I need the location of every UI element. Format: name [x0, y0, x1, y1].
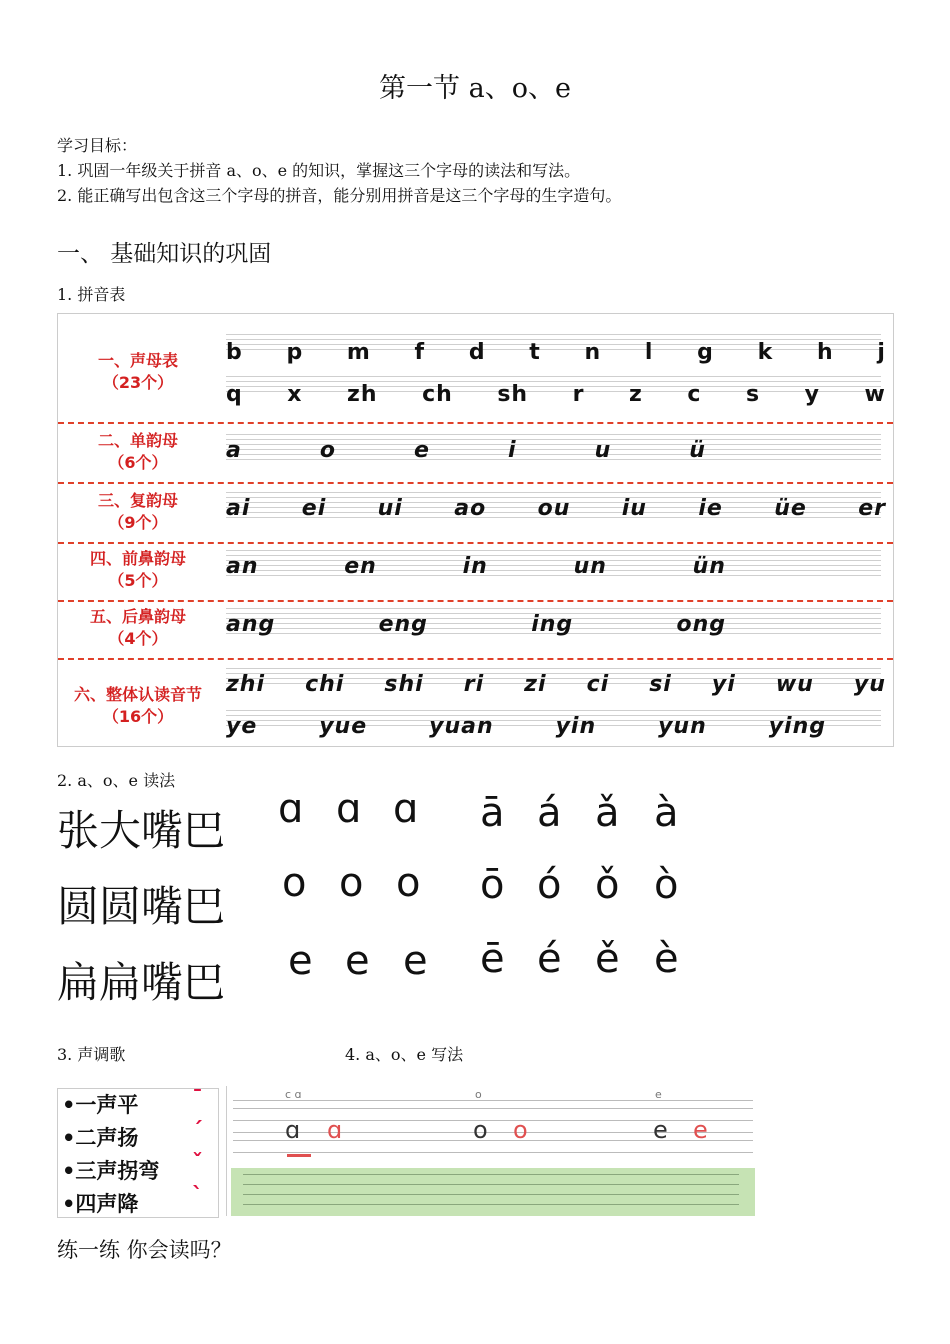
pinyin-cell: eng: [378, 612, 428, 637]
tone-a-3: ǎ: [595, 790, 620, 836]
tone-a-2: á: [537, 790, 562, 836]
pinyin-cell: u: [594, 438, 612, 463]
chart-label-count: （23个）: [102, 373, 174, 392]
subheading-reading: 2. a、o、e 读法: [57, 771, 176, 790]
chart-label-houbi: [58, 606, 218, 650]
danyunmu-row: [226, 438, 706, 463]
pinyin-cell: c: [687, 382, 702, 407]
pinyin-cell: er: [858, 496, 886, 521]
pinyin-cell: ün: [692, 554, 726, 579]
chart-label-zhengti: [58, 684, 218, 728]
tone-e-3: ě: [595, 936, 620, 982]
chart-label-danyunmu: [58, 430, 218, 474]
pinyin-cell: x: [287, 382, 303, 407]
pinyin-cell: ch: [422, 382, 453, 407]
pinyin-cell: un: [573, 554, 607, 579]
pinyin-cell: k: [757, 340, 774, 365]
pinyin-cell: i: [508, 438, 517, 463]
pinyin-cell: yin: [555, 714, 597, 739]
pinyin-cell: ong: [676, 612, 726, 637]
chart-label-shengmu: [58, 350, 218, 394]
pinyin-cell: yun: [658, 714, 707, 739]
chart-label-text: 四、前鼻韵母: [89, 549, 186, 568]
pinyin-cell: l: [644, 340, 654, 365]
tone-o-1: ō: [480, 862, 505, 908]
writing-small-1: c ɑ: [285, 1088, 302, 1101]
tone-song-row-1: •一声平: [62, 1093, 139, 1117]
pinyin-cell: yuan: [429, 714, 494, 739]
pinyin-cell: ao: [454, 496, 487, 521]
pinyin-cell: en: [344, 554, 377, 579]
pinyin-cell: shi: [384, 672, 424, 697]
writing-letter-e: e: [653, 1116, 668, 1144]
pinyin-cell: ri: [463, 672, 485, 697]
chart-label-fuyunmu: [58, 490, 218, 534]
tone-e-2: é: [537, 936, 562, 982]
pinyin-cell: ou: [537, 496, 571, 521]
reading-phrase-3: 扁扁嘴巴: [57, 958, 226, 1007]
chart-label-qianbi: [58, 548, 218, 592]
pinyin-cell: zi: [524, 672, 547, 697]
tone-o-4: ò: [654, 862, 679, 908]
writing-letter-a: ɑ: [285, 1116, 301, 1144]
pinyin-cell: zh: [347, 382, 378, 407]
tone-mark-2: ˊ: [192, 1119, 203, 1144]
subheading-writing: 4. a、o、e 写法: [345, 1045, 464, 1064]
pinyin-cell: sh: [497, 382, 529, 407]
pinyin-cell: ui: [377, 496, 403, 521]
pinyin-cell: ing: [531, 612, 574, 637]
zhengti-row-1: [226, 672, 886, 697]
chart-label-text: 六、整体认读音节: [73, 685, 202, 704]
pinyin-cell: an: [226, 554, 259, 579]
chart-label-text: 五、后鼻韵母: [89, 607, 186, 626]
tone-song-row-2: •二声扬: [62, 1126, 139, 1150]
pinyin-cell: yi: [711, 672, 736, 697]
vowel-o-1: o: [282, 860, 307, 906]
pinyin-cell: chi: [305, 672, 345, 697]
chart-label-text: 一、声母表: [97, 351, 178, 370]
pinyin-cell: ü: [689, 438, 706, 463]
pinyin-cell: n: [584, 340, 602, 365]
vowel-e-2: e: [345, 938, 370, 984]
reading-phrase-1: 张大嘴巴: [57, 806, 226, 855]
pinyin-cell: o: [319, 438, 337, 463]
pinyin-cell: ci: [586, 672, 610, 697]
pinyin-cell: z: [629, 382, 643, 407]
pinyin-cell: d: [468, 340, 486, 365]
tone-o-2: ó: [537, 862, 562, 908]
tone-mark-4: ˋ: [192, 1184, 203, 1209]
writing-small-3: e: [655, 1088, 662, 1101]
vowel-a-3: ɑ: [393, 786, 419, 832]
pinyin-cell: s: [745, 382, 761, 407]
vowel-e-3: e: [403, 938, 428, 984]
writing-small-2: o: [475, 1088, 482, 1101]
chart-label-count: （5个）: [108, 571, 168, 590]
pinyin-cell: w: [864, 382, 886, 407]
pinyin-cell: in: [462, 554, 488, 579]
pinyin-cell: b: [226, 340, 243, 365]
tone-song-row-3: •三声拐弯: [62, 1159, 160, 1183]
chart-label-count: （16个）: [102, 707, 174, 726]
vowel-e-1: e: [288, 938, 313, 984]
pinyin-cell: ye: [226, 714, 258, 739]
tone-a-4: à: [654, 790, 679, 836]
tone-mark-3: ˇ: [192, 1151, 203, 1176]
pinyin-chart: [57, 313, 894, 747]
goal-item-2: 2. 能正确写出包含这三个字母的拼音，能分别用拼音是这三个字母的生字造句。: [57, 186, 622, 205]
chart-label-text: 三、复韵母: [97, 491, 178, 510]
goal-item-1: 1. 巩固一年级关于拼音 a、o、e 的知识，掌握这三个字母的读法和写法。: [57, 161, 581, 180]
tone-mark-1: ˉ: [192, 1087, 203, 1112]
houbi-row: [226, 612, 726, 637]
pinyin-cell: j: [877, 340, 886, 365]
tone-e-1: ē: [480, 936, 505, 982]
pinyin-cell: ie: [698, 496, 723, 521]
pinyin-cell: y: [804, 382, 820, 407]
pinyin-cell: yu: [853, 672, 886, 697]
pinyin-cell: e: [414, 438, 430, 463]
pinyin-cell: zhi: [226, 672, 266, 697]
pinyin-cell: t: [529, 340, 541, 365]
pinyin-cell: ai: [226, 496, 251, 521]
pinyin-cell: q: [226, 382, 243, 407]
writing-letter-e-red: e: [693, 1116, 708, 1144]
pinyin-cell: iu: [621, 496, 647, 521]
writing-practice-area: [231, 1168, 755, 1216]
pinyin-cell: si: [649, 672, 672, 697]
tone-song-row-4: •四声降: [62, 1192, 139, 1216]
tone-o-3: ǒ: [595, 862, 620, 908]
pinyin-cell: ying: [768, 714, 826, 739]
page-title: 第一节 a、o、e: [379, 73, 571, 104]
chart-label-text: 二、单韵母: [97, 431, 178, 450]
pinyin-cell: ei: [301, 496, 327, 521]
pinyin-cell: ang: [226, 612, 276, 637]
shengmu-row-1: [226, 340, 886, 365]
pinyin-cell: m: [346, 340, 371, 365]
pinyin-cell: wu: [775, 672, 814, 697]
zhengti-row-2: [226, 714, 826, 739]
pinyin-cell: üe: [774, 496, 807, 521]
pinyin-cell: a: [226, 438, 242, 463]
reading-phrase-2: 圆圆嘴巴: [57, 882, 226, 931]
chart-label-count: （6个）: [108, 453, 168, 472]
writing-panel: [226, 1086, 755, 1216]
writing-letter-a-red: ɑ: [327, 1116, 343, 1144]
pinyin-cell: yue: [319, 714, 368, 739]
pinyin-cell: f: [414, 340, 426, 365]
pinyin-cell: g: [697, 340, 714, 365]
shengmu-row-2: [226, 382, 886, 407]
tone-song-box: [57, 1088, 219, 1218]
vowel-o-3: o: [396, 860, 421, 906]
subheading-tone-song: 3. 声调歌: [57, 1045, 126, 1064]
writing-letter-o-red: o: [513, 1116, 528, 1144]
tone-e-4: è: [654, 936, 679, 982]
subheading-pinyin-table: 1. 拼音表: [57, 285, 126, 304]
pinyin-cell: h: [816, 340, 834, 365]
fuyunmu-row: [226, 496, 886, 521]
writing-letter-o: o: [473, 1116, 488, 1144]
chart-label-count: （4个）: [108, 629, 168, 648]
pinyin-cell: r: [572, 382, 585, 407]
vowel-a-1: ɑ: [278, 786, 304, 832]
practice-heading: 练一练 你会读吗？: [57, 1238, 232, 1262]
tone-a-1: ā: [480, 790, 505, 836]
pinyin-cell: p: [286, 340, 304, 365]
chart-label-count: （9个）: [108, 513, 168, 532]
goals-heading: 学习目标：: [57, 136, 138, 155]
vowel-o-2: o: [339, 860, 364, 906]
vowel-a-2: ɑ: [336, 786, 362, 832]
qianbi-row: [226, 554, 726, 579]
section-heading: 一、 基础知识的巩固: [57, 241, 272, 267]
